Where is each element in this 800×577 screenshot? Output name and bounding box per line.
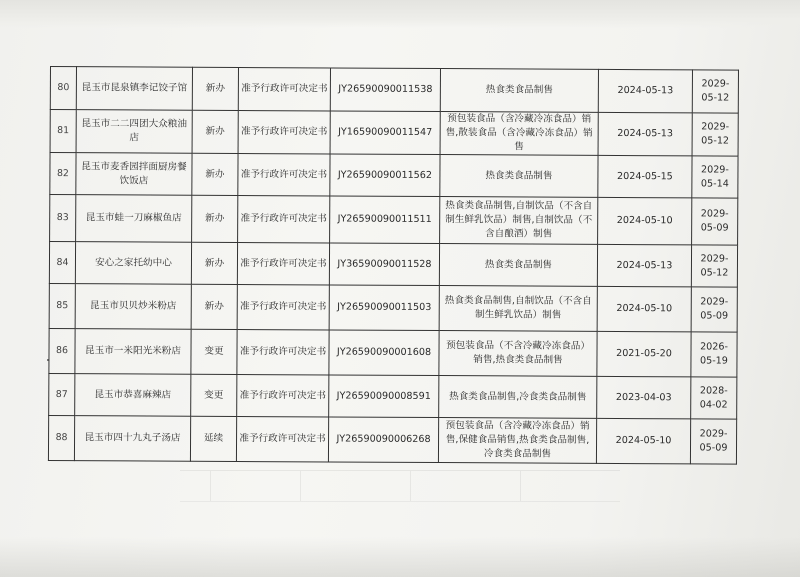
business-scope: 热食类食品制售 (440, 155, 598, 198)
valid-to: 2029-05-09 (690, 419, 736, 464)
business-scope: 预包装食品（不含冷藏冷冻食品）销售,热食类食品制售 (439, 331, 597, 377)
row-seq: 88 (48, 415, 74, 460)
valid-to: 2029-05-09 (691, 287, 737, 332)
table-row (48, 415, 736, 464)
application-type: 新办 (192, 195, 238, 242)
business-scope: 预包装食品（含冷藏冷冻食品）销售,保健食品销售,热食类食品制售,冷食类食品制售 (438, 418, 596, 464)
decision-document: 准予行政许可决定书 (237, 329, 329, 374)
application-type: 新办 (191, 284, 237, 329)
business-name: 昆玉市麦香园拌面厨房餐饮饭店 (76, 153, 192, 196)
table-row (49, 373, 737, 419)
table-row (50, 153, 738, 199)
decision-document: 准予行政许可决定书 (236, 416, 328, 461)
valid-to: 2029-05-12 (692, 70, 738, 113)
business-scope: 热食类食品制售,冷食类食品制售 (439, 376, 597, 419)
valid-from: 2023-04-03 (597, 376, 691, 418)
valid-to: 2029-05-12 (691, 245, 737, 287)
license-number: JY26590090011503 (329, 285, 439, 331)
license-number: JY26590090011511 (330, 196, 440, 244)
valid-to: 2029-05-09 (692, 198, 738, 245)
decision-document: 准予行政许可决定书 (237, 242, 329, 284)
valid-from: 2024-05-10 (597, 286, 691, 331)
table-row (49, 328, 737, 377)
valid-from: 2024-05-10 (598, 197, 692, 244)
decision-document: 准予行政许可决定书 (238, 110, 330, 153)
valid-from: 2021-05-20 (597, 331, 691, 376)
business-name: 昆玉市一米阳光米粉店 (75, 329, 191, 375)
valid-from: 2024-05-15 (598, 155, 692, 197)
valid-to: 2029-05-12 (692, 113, 738, 156)
table-row (50, 195, 738, 246)
license-number: JY26590090011562 (330, 154, 440, 197)
license-number: JY26590090001608 (329, 330, 439, 376)
license-number: JY26590090011538 (330, 68, 440, 112)
license-number: JY16590090011547 (330, 111, 440, 155)
business-name: 昆玉市昆泉镇李记饺子馆 (76, 67, 192, 111)
business-name: 昆玉市四十九丸子汤店 (74, 416, 190, 462)
business-name: 昆玉市蛙一刀麻椒鱼店 (76, 195, 192, 243)
business-name: 昆玉市贝贝炒米粉店 (75, 284, 191, 330)
valid-from: 2024-05-13 (598, 69, 692, 112)
valid-to: 2028-04-02 (691, 377, 737, 419)
license-number: JY26590090008591 (329, 375, 439, 418)
application-type: 新办 (192, 110, 238, 153)
table-row (49, 283, 737, 332)
business-scope: 预包装食品（含冷藏冷冻食品）销售,散装食品（含冷藏冷冻食品）销售 (440, 112, 598, 156)
valid-to: 2029-05-14 (692, 156, 738, 198)
row-seq: 84 (49, 242, 75, 284)
valid-from: 2024-05-10 (596, 418, 690, 463)
table-row (50, 67, 738, 114)
decision-document: 准予行政许可决定书 (238, 67, 330, 110)
application-type: 变更 (191, 374, 237, 416)
application-type: 新办 (191, 242, 237, 284)
license-number: JY26590090006268 (328, 417, 438, 463)
license-number: JY36590090011528 (329, 243, 439, 286)
row-seq: 82 (50, 153, 76, 195)
page-top-edge (0, 0, 800, 28)
business-scope: 热食类食品制售,自制饮品（不含自制生鲜乳饮品）制售 (439, 286, 597, 332)
row-seq: 80 (50, 67, 76, 110)
business-scope: 热食类食品制售 (439, 244, 597, 287)
application-type: 新办 (192, 67, 238, 110)
business-name: 安心之家托幼中心 (75, 242, 191, 285)
business-scope: 热食类食品制售,自制饮品（不含自制生鲜乳饮品）制售,自制饮品（不含自酿酒）制售 (440, 197, 598, 245)
row-seq: 81 (50, 110, 76, 153)
decision-document: 准予行政许可决定书 (237, 284, 329, 329)
business-scope: 热食类食品制售 (440, 69, 598, 113)
business-name: 昆玉市恭喜麻辣店 (75, 374, 191, 417)
bleed-through-lines (180, 470, 620, 502)
row-seq: 85 (49, 283, 75, 328)
table-row (50, 110, 738, 157)
application-type: 新办 (192, 153, 238, 195)
row-seq: 83 (50, 195, 76, 242)
valid-from: 2024-05-13 (598, 112, 692, 155)
decision-document: 准予行政许可决定书 (237, 374, 329, 416)
row-seq: 87 (49, 373, 75, 415)
business-name: 昆玉市二二四团大众粮油店 (76, 110, 192, 154)
paper-speck (47, 359, 49, 361)
page-bottom-shadow (0, 537, 800, 577)
valid-to: 2026-05-19 (691, 332, 737, 377)
food-license-table (48, 66, 739, 465)
row-seq: 86 (49, 328, 75, 373)
decision-document: 准予行政许可决定书 (238, 153, 330, 195)
table-row (49, 242, 737, 288)
decision-document: 准予行政许可决定书 (238, 195, 330, 242)
application-type: 变更 (191, 329, 237, 374)
valid-from: 2024-05-13 (597, 244, 691, 286)
application-type: 延续 (190, 416, 236, 461)
